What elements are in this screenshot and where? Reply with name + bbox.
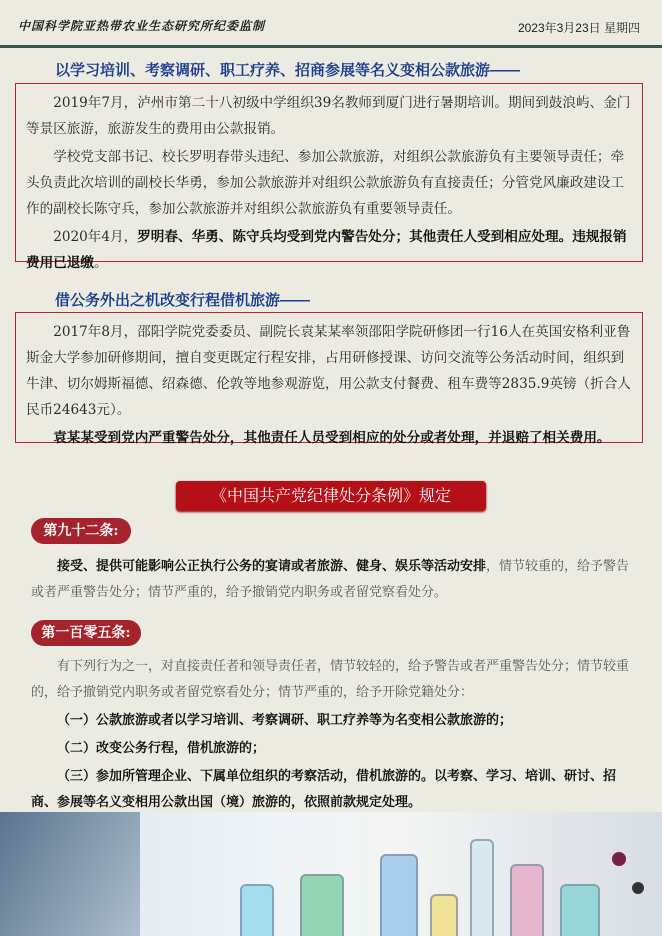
- lab-glassware-photo: [0, 812, 662, 936]
- case2-paragraph-2: [26, 425, 634, 451]
- header-organization: 中国科学院亚热带农业生态研究所纪委监制: [18, 19, 266, 33]
- case1-end: 。: [93, 255, 108, 271]
- page-header: [0, 0, 662, 44]
- article-105-item-3: （三）参加所管理企业、下属单位组织的考察活动，借机旅游的。以考察、学习、培训、研讨、招商、参展等名义变相用公款出国（境）旅游的，依照前款规定处理。: [31, 769, 617, 810]
- case1-paragraph-3: [26, 224, 634, 276]
- article-105-intro: 有下列行为之一，对直接责任者和领导责任者，情节较轻的，给予警告或者严重警告处分；情节较重的，给予撤销党内职务或者留党察看处分；情节严重的，给予开除党籍处分：: [31, 659, 630, 700]
- case1-date: 2020年4月，: [53, 229, 138, 245]
- case2-outcome: 袁某某受到党内严重警告处分，其他责任人员受到相应的处分或者处理，并退赔了相关费用。: [53, 430, 611, 446]
- case1-paragraph-1: 2019年7月，泸州市第二十八初级中学组织39名教师到厦门进行暑期培训。期间到鼓浪屿、金门等景区旅游，旅游发生的费用由公款报销。: [26, 95, 631, 137]
- article-105-item-1: （一）公款旅游或者以学习培训、考察调研、职工疗养等为名变相公款旅游的；: [57, 713, 513, 728]
- case2-box: [15, 312, 643, 446]
- header-divider: [0, 45, 662, 48]
- regulation-banner: 《中国共产党纪律处分条例》规定: [176, 481, 486, 511]
- article-105-item-2: （二）改变公务行程，借机旅游的；: [57, 741, 266, 756]
- case2-title: 借公务外出之机改变行程借机旅游——: [55, 292, 311, 309]
- header-date: 2023年3月23日 星期四: [517, 21, 640, 35]
- article-105-text: [31, 654, 631, 818]
- article-92-badge: 第九十二条:: [31, 518, 131, 544]
- article-92-bold: 接受、提供可能影响公正执行公务的宴请或者旅游、健身、娱乐等活动安排: [57, 559, 487, 574]
- case1-title: 以学习培训、考察调研、职工疗养、招商参展等名义变相公款旅游——: [55, 62, 521, 79]
- case2-paragraph-1: 2017年8月，邵阳学院党委委员、副院长袁某某率领邵阳学院研修团一行16人在英国安格利亚鲁斯金大学参加研修期间，擅自变更既定行程安排，占用研修授课、访问交流等公务活动时间，组织到牛津、切尔姆斯福德、绍森德、伦敦等地参观游览，用公款支付餐费、租车费等2835.9英镑（折合人民币24643元）。: [26, 324, 631, 418]
- case1-paragraph-2: 学校党支部书记、校长罗明春带头违纪、参加公款旅游，对组织公款旅游负有主要领导责任；牵头负责此次培训的副校长华勇，参加公款旅游并对组织公款旅游负有直接责任；分管党风廉政建设工作的副校长陈守兵，参加公款旅游并对组织公款旅游负有重要领导责任。: [26, 149, 625, 217]
- article-92-rest: ，情节较重的，给予警告或者严重警告处分；情节严重的，给予撤销党内职务或者留党察看处分。: [31, 559, 630, 600]
- case1-outcome: 罗明春、华勇、陈守兵均受到党内警告处分；其他责任人受到相应处理。违规报销费用已退缴: [26, 229, 627, 271]
- article-92-text: [31, 554, 631, 608]
- case1-box: [15, 83, 643, 271]
- article-105-badge: 第一百零五条:: [31, 620, 141, 646]
